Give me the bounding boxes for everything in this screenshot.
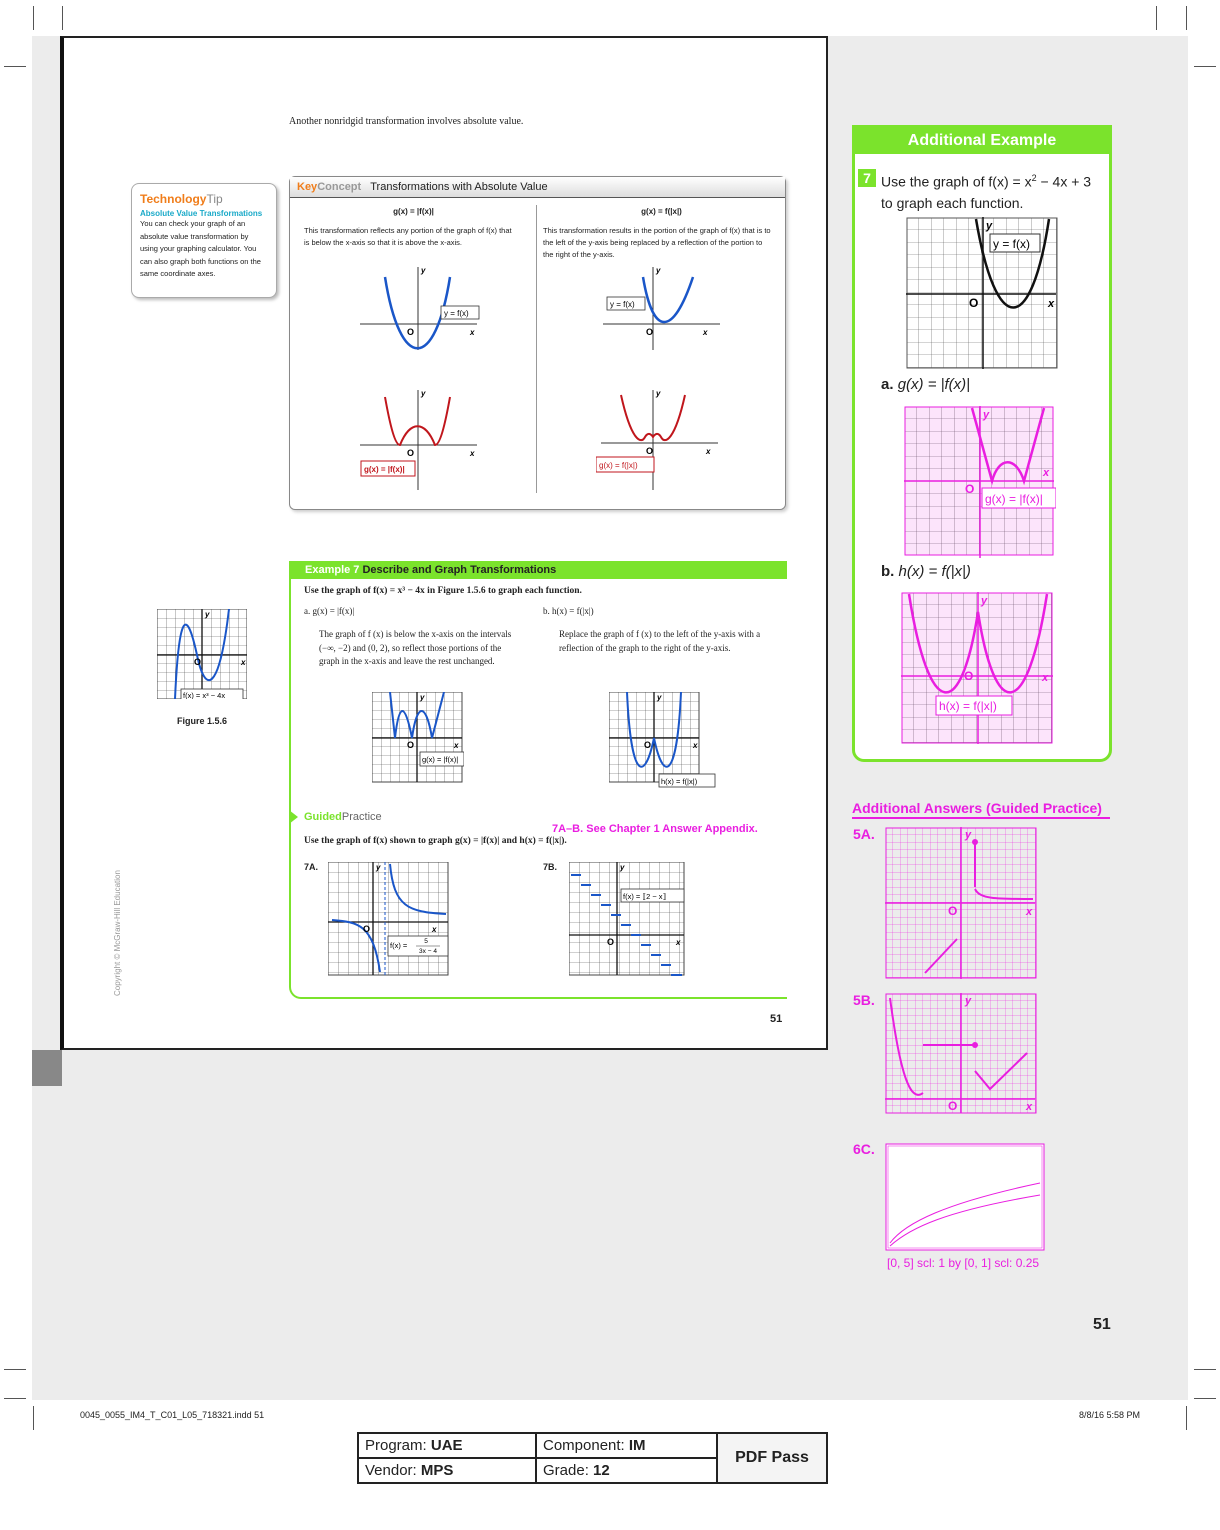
tip-title-a: Technology [140,192,207,206]
kc-left-heading: g(x) = |f(x)| [393,207,434,216]
x-label: x [470,328,475,337]
crop-mark [1194,1369,1216,1370]
technology-tip [131,183,277,298]
figure-caption: Figure 1.5.6 [177,716,228,726]
sidebar-yfx-label: y = f(x) [993,237,1031,251]
outer-page-number: 51 [1093,1316,1111,1333]
sidebar-part-b-func: h(x) = f(|x|) [898,563,971,580]
origin-label: O [407,740,415,750]
g-fabs-label: g(x) = f(|x|) [599,461,638,470]
answer-5a-graph [885,827,1037,979]
inner-page-number: 51 [770,1013,783,1025]
origin-label: O [646,446,654,456]
footer-date: 8/8/16 5:58 PM [1079,1410,1141,1420]
kc-graph-yfx-left [355,262,485,352]
crop-mark [1186,1406,1187,1430]
practice-7a-graph [328,862,450,978]
sidebar-graph-b [901,592,1055,744]
part-a-label: a. [304,606,311,616]
grid [569,862,684,975]
y-label: y [421,266,426,275]
part-b-heading [543,606,594,616]
x-label: x [676,938,681,947]
f7a-denominator: 3x − 4 [419,948,437,955]
crop-mark [4,66,26,67]
example-label: Example 7 [305,564,360,576]
sidebar-prompt [881,168,1096,214]
y-label: y [965,995,972,1007]
slug-component-label: Component: [543,1437,625,1454]
part-b-func: h(x) = f(|x|) [552,606,594,616]
part-a-heading [304,606,354,616]
copyright-text: Copyright © McGraw-Hill Education [113,870,122,996]
slug-grade [536,1458,717,1483]
y-label: y [620,863,625,872]
sidebar-prompt-b: − 4x + 3 to graph each function. [881,173,1092,211]
origin-label: O [363,924,371,934]
sidebar-part-b-label: b. [881,563,895,580]
intro-text: Another nonridgid transformation involves absolute value. [289,116,524,127]
practice-7b-label: 7B. [543,862,558,872]
answer-5a-label: 5A. [853,826,875,842]
slug-status: PDF Pass [717,1433,827,1483]
y-label: y [657,693,662,702]
g-abs-label: g(x) = |f(x)| [364,465,405,474]
crop-mark [4,1369,26,1370]
grid [328,862,448,975]
kc-right-text: This transformation results in the portion of the graph of f(x) that is to the left of the y-axis being replaced by a reflection of the portion to the right of the y-axis. [543,226,771,259]
answer-5b-label: 5B. [853,992,875,1008]
origin-label: O [407,327,415,337]
slug-component-value: IM [628,1437,646,1454]
y-label: y [205,610,210,619]
slug-vendor [358,1458,536,1483]
origin-label: O [194,657,202,667]
example-number-badge: 7 [858,169,876,187]
x-label: x [241,658,246,667]
practice-7b-graph [569,862,691,978]
y-label: y [420,693,425,702]
production-slug [357,1432,828,1484]
y-label: y [656,389,661,398]
sidebar-part-a-func: g(x) = |f(x)| [897,376,971,393]
part-a-text: The graph of f (x) is below the x-axis on the intervals (−∞, −2) and (0, 2), so reflect those portions of the graph in the x-axis and leave the rest unchanged. [319,629,512,666]
crop-mark [1194,66,1216,67]
tip-text: You can check your graph of an absolute value transformation by using your graphing calculator. You can also graph both functions on the same coordinate axes. [140,219,261,278]
sidebar-prompt-sup: 2 [1031,173,1037,183]
f7b-label: f(x) = ⟦2 − x⟧ [623,892,667,901]
origin-label: O [948,1099,958,1113]
slug-component [536,1433,717,1458]
parabola-curve [643,277,693,322]
guided-heading [304,811,382,823]
guided-prompt: Use the graph of f(x) shown to graph g(x) = |f(x)| and h(x) = f(|x|). [304,836,567,846]
slug-program [358,1433,536,1458]
guided-label-b: Practice [341,811,382,823]
practice-7a-label: 7A. [304,862,319,872]
kc-left-text: This transformation reflects any portion of the graph of f(x) that is below the x-axis so that it is above the x-axis. [304,226,512,247]
x-label: x [1026,1101,1033,1113]
crop-mark [4,1398,26,1399]
crop-mark [33,1406,34,1430]
origin-label: O [948,904,958,918]
x-label: x [1048,298,1055,310]
sidebar-graph-a-label: g(x) = |f(x)| [985,492,1043,506]
x-label: x [1043,467,1050,479]
guided-label-a: Guided [304,811,342,823]
example-graph-a [372,692,464,784]
origin-label: O [969,296,979,310]
y-label: y [981,595,988,607]
graph-a-label: g(x) = |f(x)| [422,755,459,764]
answer-point [972,839,978,845]
graph-b-label: h(x) = f(|x|) [661,777,698,786]
kc-graph-g-abs [355,385,485,495]
y-label: y [376,863,381,872]
slug-vendor-value: MPS [420,1462,454,1479]
kc-title: Transformations with Absolute Value [370,181,548,193]
answer-6c-label: 6C. [853,1141,875,1157]
answer-6c-calculator-screen [885,1143,1046,1252]
crop-mark [1194,1398,1216,1399]
sidebar-graph-original [906,217,1060,372]
origin-label: O [646,327,654,337]
example-graph-b [609,692,719,790]
x-label: x [1026,906,1033,918]
x-label: x [706,447,711,456]
additional-example-header: Additional Example [855,128,1109,154]
slug-program-label: Program: [365,1437,427,1454]
y-label: y [656,266,661,275]
kc-graph-g-fabs [596,385,726,495]
tip-title-b: Tip [206,192,223,206]
crop-mark [62,6,63,30]
f7a-label: f(x) = [390,941,408,950]
guided-arrow [289,810,298,824]
yfx-label: y = f(x) [610,300,635,309]
kc-label-a: Key [297,181,318,193]
x-label: x [703,328,708,337]
x-label: x [1042,672,1049,684]
x-label: x [454,741,459,750]
example-prompt: Use the graph of f(x) = x³ − 4x in Figure 1.5.6 to graph each function. [304,586,582,596]
tip-subtitle: Absolute Value Transformations [140,209,263,218]
slug-grade-label: Grade: [543,1462,589,1479]
origin-label: O [407,448,415,458]
kc-divider [536,205,537,493]
y-label: y [986,220,993,232]
part-b-text: Replace the graph of f (x) to the left of the y-axis with a reflection of the graph to the right of the y-axis. [559,629,761,653]
sidebar-part-a [881,376,970,393]
slug-vendor-label: Vendor: [365,1462,417,1479]
additional-answers-title: Additional Answers (Guided Practice) [852,800,1110,819]
footer-filename: 0045_0055_IM4_T_C01_L05_718321.indd 51 [80,1410,265,1420]
x-label: x [432,925,437,934]
answer-point [972,1042,978,1048]
origin-label: O [644,740,652,750]
part-b-label: b. [543,606,550,616]
y-label: y [421,389,426,398]
x-label: x [470,449,475,458]
part-a-func: g(x) = |f(x)| [312,606,355,616]
page-tab-shadow [32,1050,62,1086]
figure-1-5-6-graph [157,609,247,699]
kc-right-heading: g(x) = f(|x|) [641,207,682,216]
sidebar-part-b [881,563,971,580]
origin-label: O [607,937,615,947]
sidebar-graph-a [904,406,1056,558]
figure-func-label: f(x) = x³ − 4x [183,691,226,699]
answer-appendix-note: 7A–B. See Chapter 1 Answer Appendix. [552,823,758,835]
origin-label: O [964,669,974,683]
calculator-window-label: [0, 5] scl: 1 by [0, 1] scl: 0.25 [887,1256,1040,1270]
origin-label: O [965,482,975,496]
f7a-numerator: 5 [424,938,428,945]
sidebar-graph-b-label: h(x) = f(|x|) [939,699,997,713]
kc-graph-yfx-right [598,262,728,352]
crop-mark [1156,6,1157,30]
crop-mark [33,6,34,30]
example-title: Describe and Graph Transformations [362,564,557,576]
kc-label-b: Concept [317,181,362,193]
y-label: y [965,829,972,841]
sidebar-part-a-label: a. [881,376,894,393]
yfx-label: y = f(x) [444,309,469,318]
example-header [291,561,787,579]
screen-frame [886,1144,1044,1250]
crop-mark [1186,6,1187,30]
answer-5b-graph [885,993,1037,1115]
x-label: x [693,741,698,750]
key-concept-header [290,177,785,198]
y-label: y [983,409,990,421]
sidebar-prompt-a: Use the graph of f(x) = x [881,173,1032,190]
slug-program-value: UAE [430,1437,463,1454]
slug-grade-value: 12 [593,1462,610,1479]
